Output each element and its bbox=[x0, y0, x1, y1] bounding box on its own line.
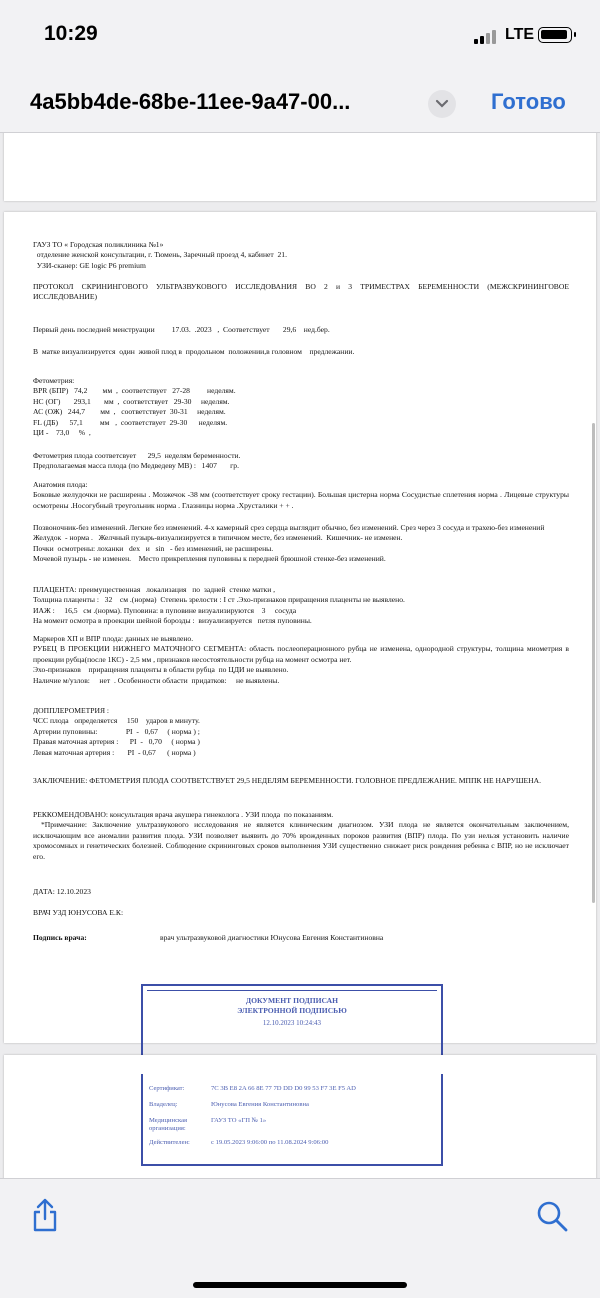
placenta-line: ИАЖ : 16,5 см .(норма). Пуповина: в пуповине визуализируются 3 сосуда bbox=[33, 605, 297, 615]
organ-line: Желудок - норма . Желчный пузырь-визуализируется в типичном месте, без изменений. Кишечник- не изменен. bbox=[33, 533, 403, 543]
chevron-down-icon bbox=[435, 99, 449, 109]
status-bar bbox=[0, 0, 600, 62]
document-viewer[interactable] bbox=[0, 133, 600, 1178]
stamp-datetime: 12.10.2023 10:24:43 bbox=[262, 1019, 322, 1027]
anatomy-title: Анатомия плода: bbox=[33, 480, 88, 489]
search-icon bbox=[535, 1199, 569, 1233]
share-button[interactable] bbox=[30, 1197, 60, 1238]
position-line: В матке визуализируется один живой плод в продольном положении,в головном предлежании. bbox=[33, 347, 355, 356]
header-line: УЗИ-сканер: GE logic P6 premium bbox=[33, 260, 146, 270]
fetometry-line: Фетометрия: bbox=[33, 376, 75, 385]
conclusion: ЗАКЛЮЧЕНИЕ: ФЕТОМЕТРИЯ ПЛОДА СООТВЕТСТВУЕТ 29,5 НЕДЕЛЯМ БЕРЕМЕННОСТИ. ГОЛОВНОЕ ПРЕДЛЕЖАНИЕ. МППК НЕ НАРУШЕНА. bbox=[33, 776, 542, 785]
fetometry-line: BPR (БПР) 74,2 мм , соответствует 27-28 неделям. bbox=[33, 386, 236, 396]
done-button[interactable]: Готово bbox=[491, 89, 566, 114]
fetometry-line: ЦИ - 73,0 % , bbox=[33, 428, 91, 438]
summary-line: Фетометрия плода соответсвует 29,5 неделям беременности. bbox=[33, 451, 241, 460]
anatomy-text: Боковые желудочки не расширены . Мозжечок -38 мм (соответствует сроку гестации). Большая цистерна норма Сосудистые сплетения норма . Лицевые структуры осмотрены .Носогубный треугольник норма . Глазницы норма .Хрусталики + + . bbox=[33, 490, 569, 510]
placenta-block bbox=[33, 585, 569, 627]
status-time: 10:29 bbox=[44, 22, 98, 45]
placenta-line: Толщина плаценты : 32 см .(норма) Степень зрелости : I ст .Эхо-признаков приращения плаценты не выявлено. bbox=[33, 595, 405, 605]
share-icon bbox=[30, 1197, 60, 1233]
stamp-line: ЭЛЕКТРОННОЙ ПОДПИСЬЮ bbox=[237, 1006, 347, 1015]
cert-value: 7C 3B E8 2A 66 8E 77 7D DD D0 99 53 F7 3E F5 AD bbox=[211, 1085, 356, 1092]
document-title[interactable]: 4a5bb4de-68be-11ee-9a47-00... bbox=[30, 89, 351, 114]
fetometry-line: АС (ОЖ) 244,7 мм , соответствует 30-31 неделям. bbox=[33, 407, 226, 417]
e-signature-stamp bbox=[141, 984, 443, 1060]
anatomy-block bbox=[33, 480, 569, 511]
doppler-line: Артерии пуповины: PI - 0,67 ( норма ) ; bbox=[33, 726, 200, 736]
header-line: отделение женской консультации, г. Тюмень, Заречный проезд 4, кабинет 21. bbox=[33, 250, 287, 260]
network-label: LTE bbox=[505, 26, 535, 43]
navigation-bar bbox=[0, 62, 600, 133]
doppler-block bbox=[33, 706, 569, 758]
placenta-line: ПЛАЦЕНТА: преимущественная локализация по задней стенке матки , bbox=[33, 585, 276, 594]
recommendation-block bbox=[33, 810, 569, 862]
spine-text: Позвоночник-без изменений. Легкие без изменений. 4-х камерный срез сердца выглядит обычно, без изменений. Срез через 3 сосуда и трахею-без изменений bbox=[33, 523, 545, 532]
organ-line: Мочевой пузырь - не изменен. Место прикрепления пуповины к передней брюшной стенке-без изменений. bbox=[33, 554, 386, 564]
recommendation: РЕККОМЕНДОВАНО: консультация врача акушера гинеколога . УЗИ плода по показаниям. bbox=[33, 810, 334, 819]
lmp-line: Первый день последней менструации 17.03. .2023 , Соответствует 29,6 нед.бер. bbox=[33, 325, 330, 334]
uterus-line: Эхо-признаков приращения плаценты в области рубца по ЦДИ не выявлено. bbox=[33, 665, 289, 675]
organs-block bbox=[33, 523, 569, 565]
certificate-box bbox=[141, 1074, 443, 1166]
battery-icon bbox=[538, 27, 572, 43]
stamp-line: ДОКУМЕНТ ПОДПИСАН bbox=[245, 996, 339, 1005]
doppler-line: Правая маточная артерия : PI - 0,70 ( норма ) bbox=[33, 737, 200, 747]
exam-date: ДАТА: 12.10.2023 bbox=[33, 887, 91, 896]
clinic-header bbox=[33, 240, 569, 271]
home-indicator[interactable] bbox=[193, 1282, 407, 1288]
page-previous bbox=[4, 133, 596, 201]
org-value: ГАУЗ ТО «ГП № 1» bbox=[211, 1117, 267, 1124]
uterus-text: РУБЕЦ В ПРОЕКЦИИ НИЖНЕГО МАТОЧНОГО СЕГМЕНТА: область послеоперационного рубца не изменена, однородной структуры, толщина миометрия в проекции рубца(после 1КС) - 2,5 мм , признаков несостоятельности рубца на момент осмотра нет. bbox=[33, 644, 569, 664]
organ-line: Почки осмотрены: лоханки dex и sin - без изменений, не расширены. bbox=[33, 543, 274, 553]
org-label: Медицинская организация: bbox=[149, 1117, 188, 1132]
fetometry-summary bbox=[33, 451, 569, 472]
page-next bbox=[4, 1055, 596, 1178]
page-current bbox=[4, 212, 596, 1043]
signature-value: врач ультразвуковой диагностики Юнусова Евгения Константиновна bbox=[160, 933, 384, 942]
doppler-line: ДОППЛЕРОМЕТРИЯ : bbox=[33, 706, 110, 715]
valid-value: с 19.05.2023 9:06:00 по 11.08.2024 9:06:00 bbox=[211, 1139, 329, 1146]
uterus-line: Наличие м/узлов: нет . Особенности области придатков: не выявлены. bbox=[33, 675, 280, 685]
protocol-title: ПРОТОКОЛ СКРИНИНГОВОГО УЛЬТРАЗВУКОВОГО ИССЛЕДОВАНИЯ ВО 2 и 3 ТРИМЕСТРАХ БЕРЕМЕННОСТИ (МЕЖСКРИНИНГОВОЕ ИССЛЕДОВАНИЕ) bbox=[33, 282, 569, 302]
search-button[interactable] bbox=[535, 1199, 569, 1238]
scrollbar[interactable] bbox=[592, 423, 595, 903]
valid-label: Действителен: bbox=[149, 1139, 190, 1146]
doppler-line: ЧСС плода определяется 150 ударов в минуту. bbox=[33, 716, 200, 726]
disclaimer-note: *Примечание: Заключение ультразвукового исследования не является клиническим диагнозом. УЗИ плода не является окончательным заключением, исключающим все аномалии развития плода. УЗИ позволяет выявить до 70% врожденных пороков развития (ВПР) плода. По узи нельзя установить наличие хромосомных и генетических болезней. Соблюдение скрининговых сроков выполнения УЗИ существенно снижает риск рождения ребенка с ВПР, но не исключает его. bbox=[33, 820, 569, 861]
cert-label: Сертификат: bbox=[149, 1085, 185, 1092]
owner-value: Юнусова Евгения Константиновна bbox=[211, 1101, 309, 1108]
header-line: ГАУЗ ТО « Городская поликлиника №1» bbox=[33, 240, 164, 249]
owner-label: Владелец: bbox=[149, 1101, 178, 1108]
doppler-line: Левая маточная артерия : PI - 0,67 ( норма ) bbox=[33, 747, 196, 757]
fetometry-block bbox=[33, 376, 569, 438]
placenta-line: На момент осмотра в проекции шейной борозды : визуализируется петля пуповины. bbox=[33, 616, 312, 626]
signature-label: Подпись врача: bbox=[33, 933, 87, 942]
signal-bars-icon bbox=[474, 30, 498, 44]
summary-line: Предполагаемая масса плода (по Медведеву МВ) : 1407 гр. bbox=[33, 461, 239, 471]
markers-line: Маркеров ХП и ВПР плода: данных не выявлено. bbox=[33, 634, 194, 643]
doctor-name: ВРАЧ УЗД ЮНУСОВА Е.К: bbox=[33, 908, 124, 917]
fetometry-line: НС (ОГ) 293,1 мм , соответствует 29-30 неделям. bbox=[33, 396, 230, 406]
bottom-toolbar bbox=[0, 1178, 600, 1298]
title-menu-button[interactable] bbox=[428, 90, 456, 118]
fetometry-line: FL (ДБ) 57,1 мм , соответствует 29-30 неделям. bbox=[33, 417, 228, 427]
uterus-block bbox=[33, 634, 569, 686]
